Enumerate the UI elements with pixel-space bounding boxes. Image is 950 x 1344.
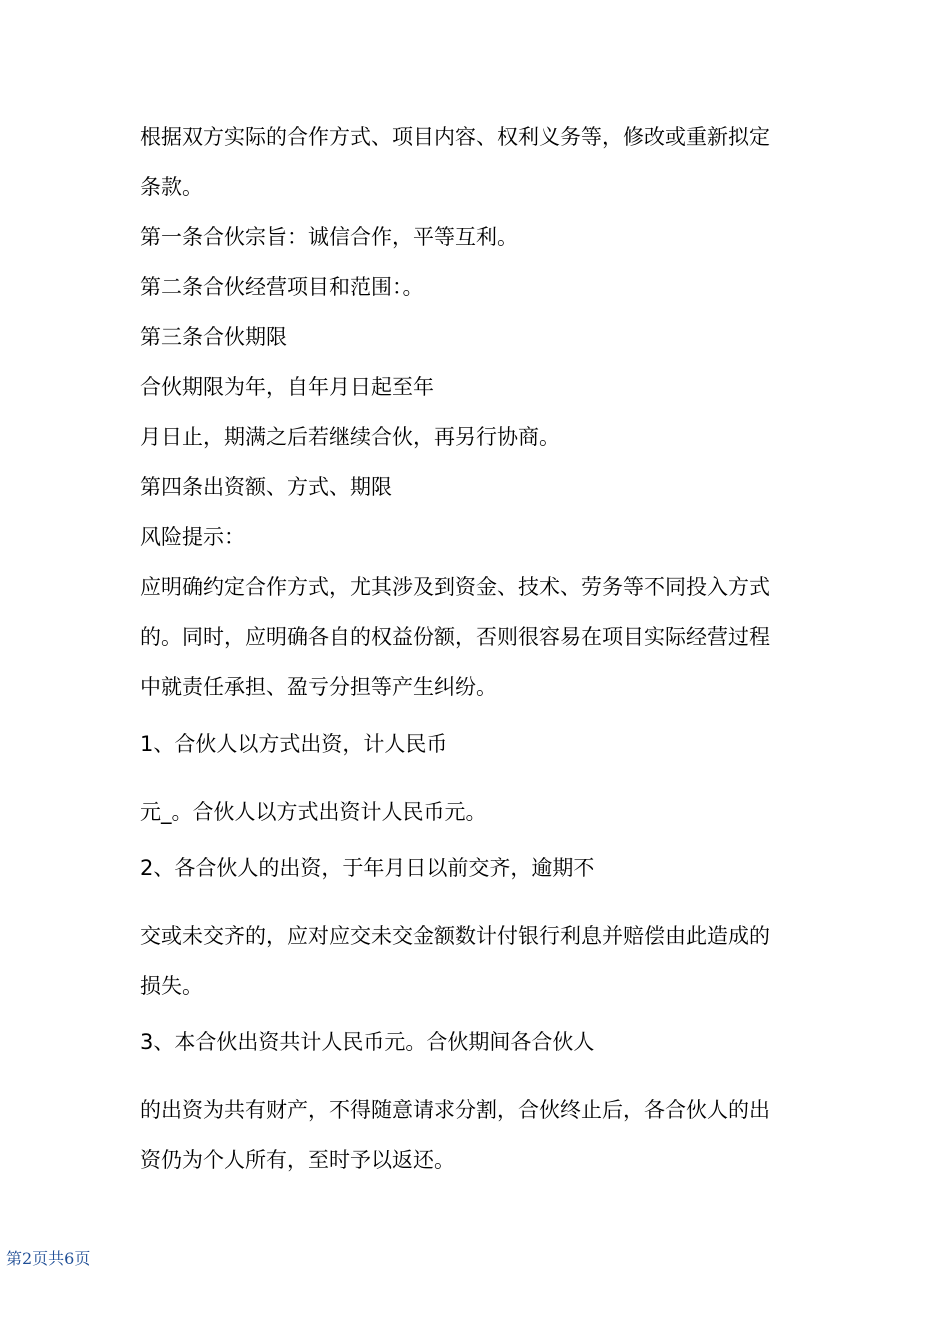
paragraph-line: 中就责任承担、盈亏分担等产生纠纷。 [140, 675, 497, 699]
risk-tip-label: 风险提示： [140, 525, 245, 549]
clause-heading: 第三条合伙期限 [140, 325, 287, 349]
list-item-line: 交或未交齐的，应对应交未交金额数计付银行利息并赔偿由此造成的 [140, 924, 770, 948]
paragraph-line: 合伙期限为年，自年月日起至年 [140, 375, 434, 399]
paragraph-line: 条款。 [140, 175, 203, 199]
paragraph-line: 的。同时，应明确各自的权益份额，否则很容易在项目实际经营过程 [140, 625, 770, 649]
paragraph-line: 应明确约定合作方式，尤其涉及到资金、技术、劳务等不同投入方式 [140, 575, 770, 599]
clause-heading: 第一条合伙宗旨：诚信合作，平等互利。 [140, 225, 518, 249]
list-item-line: 资仍为个人所有，至时予以返还。 [140, 1148, 455, 1172]
clause-heading: 第二条合伙经营项目和范围：。 [140, 275, 424, 299]
list-item-line: 元_。合伙人以方式出资计人民币元。 [140, 800, 487, 824]
list-item-line: 的出资为共有财产，不得随意请求分割，合伙终止后，各合伙人的出 [140, 1098, 770, 1122]
list-item-line: 2、各合伙人的出资，于年月日以前交齐，逾期不 [140, 856, 595, 880]
list-item-line: 1、合伙人以方式出资，计人民币 [140, 732, 448, 756]
list-item-line: 3、本合伙出资共计人民币元。合伙期间各合伙人 [140, 1030, 595, 1054]
list-item-line: 损失。 [140, 974, 203, 998]
paragraph-line: 月日止，期满之后若继续合伙，再另行协商。 [140, 425, 560, 449]
paragraph-line: 根据双方实际的合作方式、项目内容、权利义务等，修改或重新拟定 [140, 125, 770, 149]
page-number: 第2页共6页 [6, 1249, 91, 1268]
clause-heading: 第四条出资额、方式、期限 [140, 475, 392, 499]
